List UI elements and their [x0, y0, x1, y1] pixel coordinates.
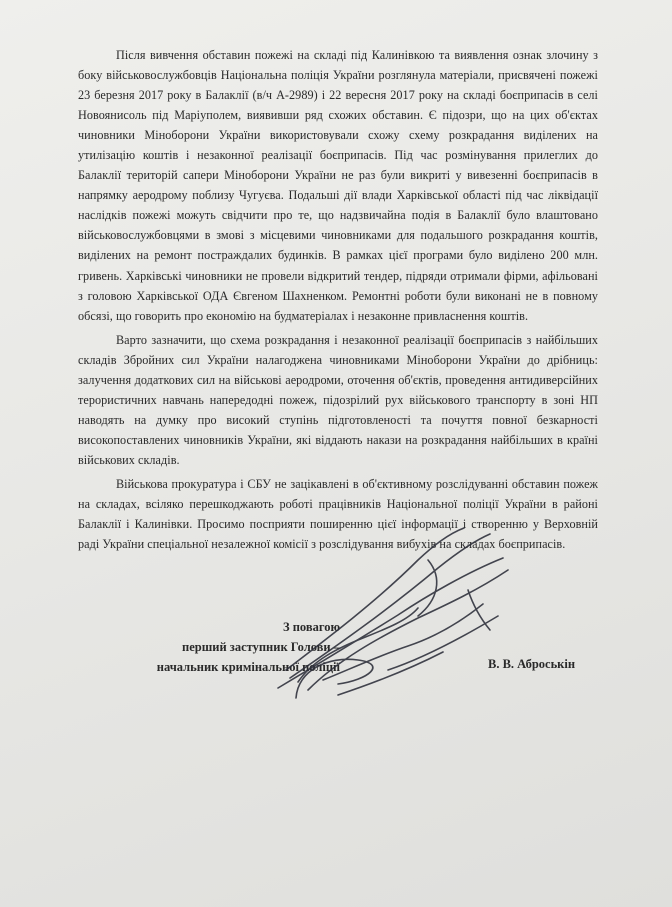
position-line-2: начальник кримінальної поліції [156, 660, 340, 674]
handwritten-signature [268, 520, 528, 710]
paragraph-2: Варто зазначити, що схема розкрадання і незаконної реалізації боєприпасів з найбільших складів Збройних сил України налагоджена чиновниками Міноборони України до дрібниць: залучення додаткових сил на військові аеродроми, оточення об'єктів, проведення антидиверсійних терористичних навчань напередодні пожеж, підозрілий рух військового транспорту в зоні НП наводять на думку про високий ступінь підготовленості та почуття повної безкарності високопоставлених чиновників України, які віддають накази на розкрадання найбільших в країні військових складів. [78, 332, 598, 467]
paragraph-1: Після вивчення обставин пожежі на складі під Калинівкою та виявлення ознак злочину з боку військовослужбовців Національна поліція України розглянула матеріали, присвячені пожежі 23 березня 2017 року в Балаклії (в/ч А-2989) і 22 вересня 2017 року на складі боєприпасів в селі Новоянисоль під Маріуполем, виявивши ряд схожих обставин. Є підозри, що на цих об'єктах чиновники Міноборони України використовували схожу схему розкрадання виділених на утилізацію коштів і незаконної реалізації боєприпасів. Під час розмінування прилеглих до Балаклії територій сапери Міноборони України не раз були викриті у вивезенні боєприпасів в напрямку аеродрому поблизу Чугуєва. Подальші дії влади Харківської області під час ліквідації наслідків пожежі можуть свідчити про те, що надзвичайна подія в Балаклії було влаштовано військовослужбовцями в змові з місцевими чиновниками для подальшого розкрадання коштів, виділених на ремонт постраждалих будинків. В рамках цієї програми було виділено 200 млн. гривень. Харківські чиновники не провели відкритий тендер, підряди отримали фірми, афільовані з головою Харківської ОДА Євгеном Шахненком. Ремонтні роботи були виконані не в повному обсязі, що говорить про економію на будматеріалах і незаконне привласнення коштів. [78, 48, 598, 323]
position-line-1: перший заступник Голови – [182, 640, 340, 654]
closing-line: З повагою [282, 620, 340, 634]
paragraph-3: Військова прокуратура і СБУ не зацікавлені в об'єктивному розслідуванні обставин пожеж на складах, всіляко перешкоджають роботі працівників Національної поліції України в районі Балаклії і Калинівки. Просимо посприяти поширенню цієї інформації і створенню у Верховній раді України спеціальної незалежної комісії з розслідування вибухів на складах боєприпасів. [78, 476, 598, 552]
letter-body [78, 45, 598, 558]
signatory-name: В. В. Аброськін [488, 657, 576, 671]
